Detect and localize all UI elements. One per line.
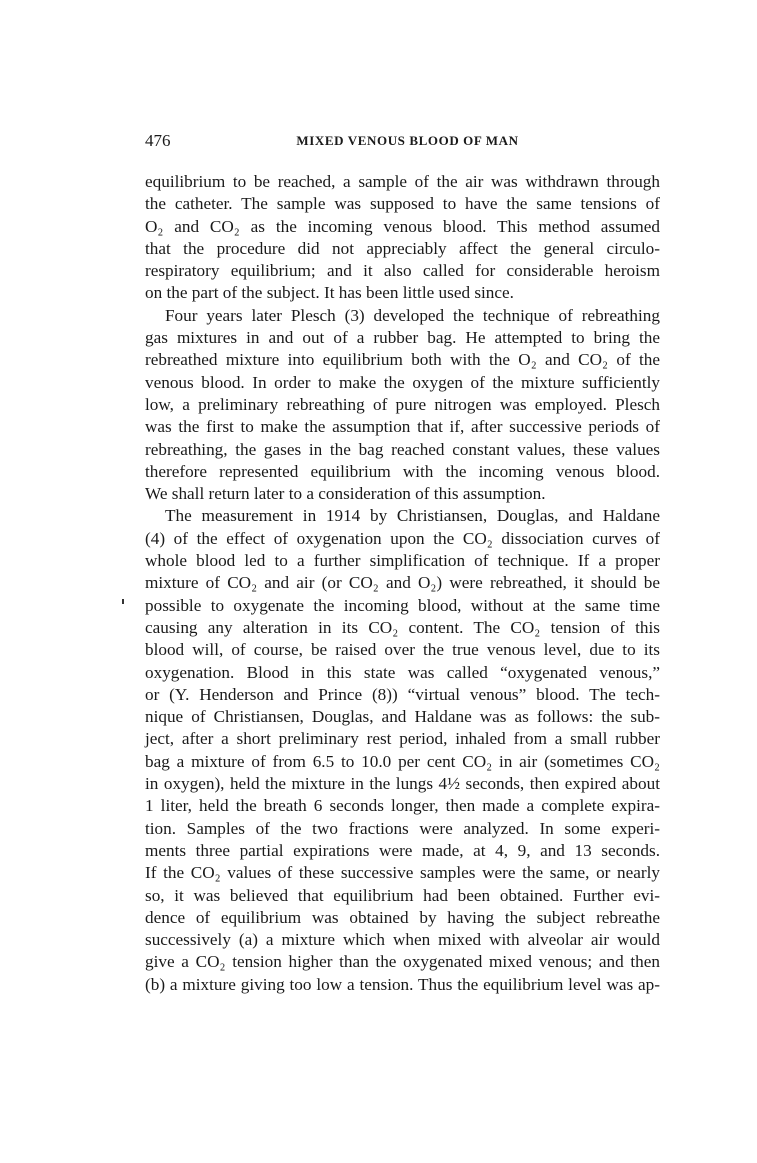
text-line: venous blood. In order to make the oxygen of the mixture sufficiently bbox=[145, 372, 660, 392]
text-line: that the procedure did not appreciably affect the general circulo- bbox=[145, 238, 660, 258]
page-number: 476 bbox=[145, 131, 171, 150]
text-line: (b) a mixture giving too low a tension. Thus the equilibrium level was ap- bbox=[145, 974, 660, 994]
text-line: 1 liter, held the breath 6 seconds longer, then made a complete expira- bbox=[145, 796, 660, 816]
text-line: ments three partial expirations were made, at 4, 9, and 13 seconds. bbox=[145, 840, 660, 860]
text-line: rebreathing, the gases in the bag reached constant values, these values bbox=[145, 439, 660, 459]
text-line: (4) of the effect of oxygenation upon the CO₂ dissociation curves of bbox=[145, 528, 660, 548]
text-line: was the first to make the assumption that if, after successive periods of bbox=[145, 417, 660, 437]
text-line: equilibrium to be reached, a sample of the air was withdrawn through bbox=[145, 172, 660, 191]
text-line: therefore represented equilibrium with the incoming venous blood. bbox=[145, 461, 660, 481]
text-line: successively (a) a mixture which when mixed with alveolar air would bbox=[145, 930, 660, 950]
text-line: blood will, of course, be raised over the true venous level, due to its bbox=[145, 640, 660, 660]
text-line: If the CO₂ values of these successive samples were the same, or nearly bbox=[145, 863, 660, 883]
body-text bbox=[145, 171, 660, 996]
text-line: bag a mixture of from 6.5 to 10.0 per cent CO₂ in air (sometimes CO₂ bbox=[145, 751, 660, 771]
text-line: gas mixtures in and out of a rubber bag. He attempted to bring the bbox=[145, 328, 660, 348]
text-line: dence of equilibrium was obtained by having the subject rebreathe bbox=[145, 907, 660, 927]
text-line: rebreathed mixture into equilibrium both with the O₂ and CO₂ of the bbox=[145, 350, 660, 370]
text-line: in oxygen), held the mixture in the lungs 4½ seconds, then expired about bbox=[145, 774, 660, 794]
text-line: ject, after a short preliminary rest period, inhaled from a small rubber bbox=[145, 729, 660, 749]
text-line: low, a preliminary rebreathing of pure nitrogen was employed. Plesch bbox=[145, 394, 660, 414]
text-line: whole blood led to a further simplification of technique. If a proper bbox=[145, 551, 660, 571]
text-line: or (Y. Henderson and Prince (8)) “virtual venous” blood. The tech- bbox=[145, 684, 660, 704]
text-line: mixture of CO₂ and air (or CO₂ and O₂) were rebreathed, it should be bbox=[145, 573, 660, 593]
text-line: on the part of the subject. It has been little used since. bbox=[145, 283, 514, 303]
text-line: tion. Samples of the two fractions were analyzed. In some experi- bbox=[145, 818, 660, 838]
text-line: possible to oxygenate the incoming blood, without at the same time bbox=[145, 595, 660, 615]
text-line: so, it was believed that equilibrium had been obtained. Further evi- bbox=[145, 885, 660, 905]
text-line: We shall return later to a consideration of this assumption. bbox=[145, 484, 546, 504]
text-line: the catheter. The sample was supposed to have the same tensions of bbox=[145, 194, 660, 214]
text-line: nique of Christiansen, Douglas, and Haldane was as follows: the sub- bbox=[145, 707, 660, 727]
text-line: causing any alteration in its CO₂ content. The CO₂ tension of this bbox=[145, 617, 660, 637]
text-line: oxygenation. Blood in this state was called “oxygenated venous,” bbox=[145, 662, 660, 682]
text-line: Four years later Plesch (3) developed the technique of rebreathing bbox=[165, 305, 660, 325]
text-line: The measurement in 1914 by Christiansen, Douglas, and Haldane bbox=[165, 506, 660, 526]
running-head: MIXED VENOUS BLOOD OF MAN bbox=[296, 133, 519, 148]
margin-mark bbox=[122, 599, 124, 604]
text-line: respiratory equilibrium; and it also called for considerable heroism bbox=[145, 261, 660, 281]
text-line: O₂ and CO₂ as the incoming venous blood. This method assumed bbox=[145, 216, 660, 236]
text-line: give a CO₂ tension higher than the oxygenated mixed venous; and then bbox=[145, 952, 660, 972]
page-header bbox=[145, 131, 660, 153]
